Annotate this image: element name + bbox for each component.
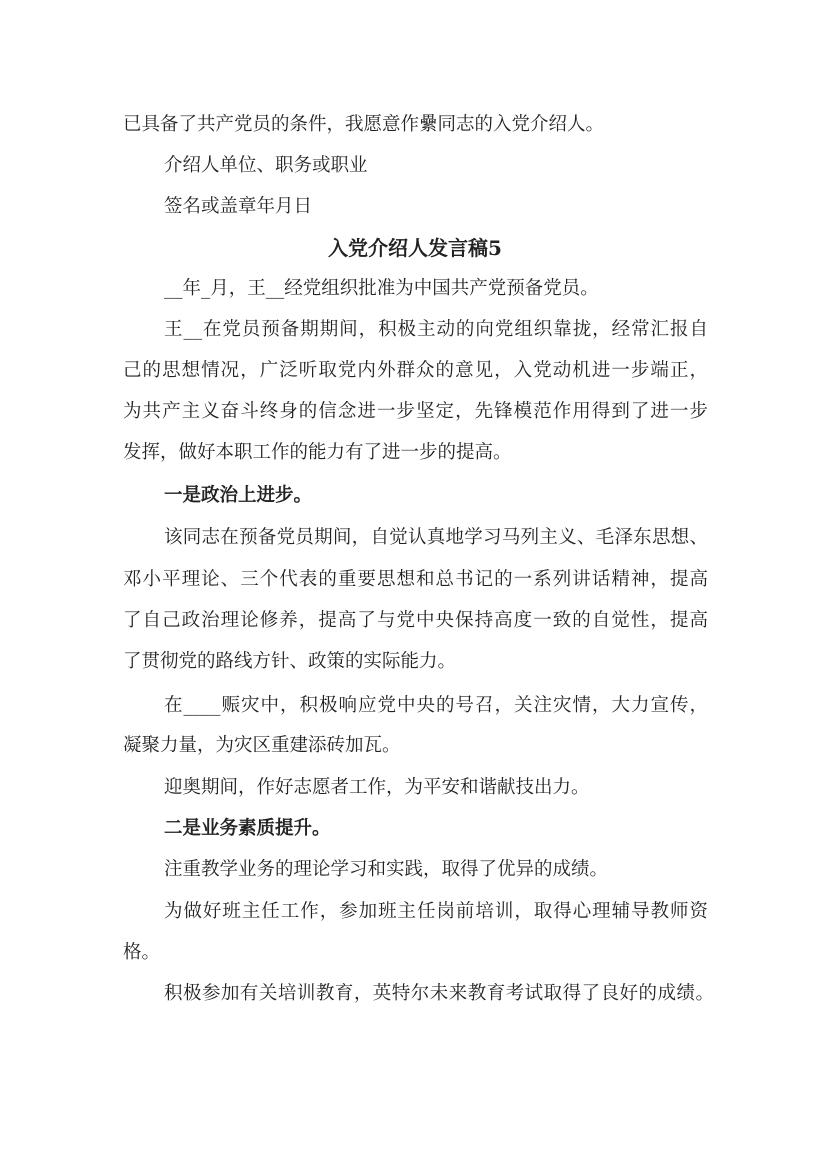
paragraph-line: 格。 — [123, 942, 161, 963]
paragraph-line: 迎奥期间，作好志愿者工作，为平安和谐献技出力。 — [164, 777, 590, 798]
paragraph-line: __年_月，王__经党组织批准为中国共产党预备党员。 — [164, 278, 599, 299]
paragraph-line: 邓小平理论、三个代表的重要思想和总书记的一系列讲话精神，提高 — [123, 569, 708, 590]
subheading: 二是业务素质提升。 — [164, 818, 331, 839]
paragraph-line: 己的思想情况，广泛听取党内外群众的意见，入党动机进一步端正， — [123, 360, 708, 381]
paragraph-line: 积极参加有关培训教育，英特尔未来教育考试取得了良好的成绩。 — [164, 983, 714, 1004]
paragraph-line: 已具备了共产党员的条件，我愿意作纍同志的入党介绍人。 — [123, 114, 605, 135]
paragraph-line: 为共产主义奋斗终身的信念进一步坚定，先锋模范作用得到了进一步 — [123, 401, 708, 422]
paragraph-line: 了自己政治理论修养，提高了与党中央保持高度一致的自觉性，提高 — [123, 610, 708, 631]
paragraph-line: 注重教学业务的理论学习和实践，取得了优异的成绩。 — [164, 859, 609, 880]
paragraph-line: 了贯彻党的路线方针、政策的实际能力。 — [123, 651, 457, 672]
paragraph-line: 该同志在预备党员期间，自觉认真地学习马列主义、毛泽东思想、 — [164, 527, 708, 548]
signature-date-label: 签名或盖章年月日 — [164, 196, 313, 217]
paragraph-line: 王__在党员预备期期间，积极主动的向党组织靠拢，经常汇报自 — [164, 319, 708, 340]
paragraph-line: 为做好班主任工作，参加班主任岗前培训，取得心理辅导教师资 — [164, 901, 708, 922]
paragraph-line: 发挥，做好本职工作的能力有了进一步的提高。 — [123, 442, 512, 463]
subheading: 一是政治上进步。 — [164, 485, 313, 506]
paragraph-line: 凝聚力量，为灾区重建添砖加瓦。 — [123, 735, 401, 756]
section-title: 入党介绍人发言稿5 — [328, 236, 502, 260]
paragraph-line: 在____赈灾中，积极响应党中央的号召，关注灾情，大力宣传， — [164, 695, 708, 716]
introducer-unit-label: 介绍人单位、职务或职业 — [164, 155, 368, 176]
